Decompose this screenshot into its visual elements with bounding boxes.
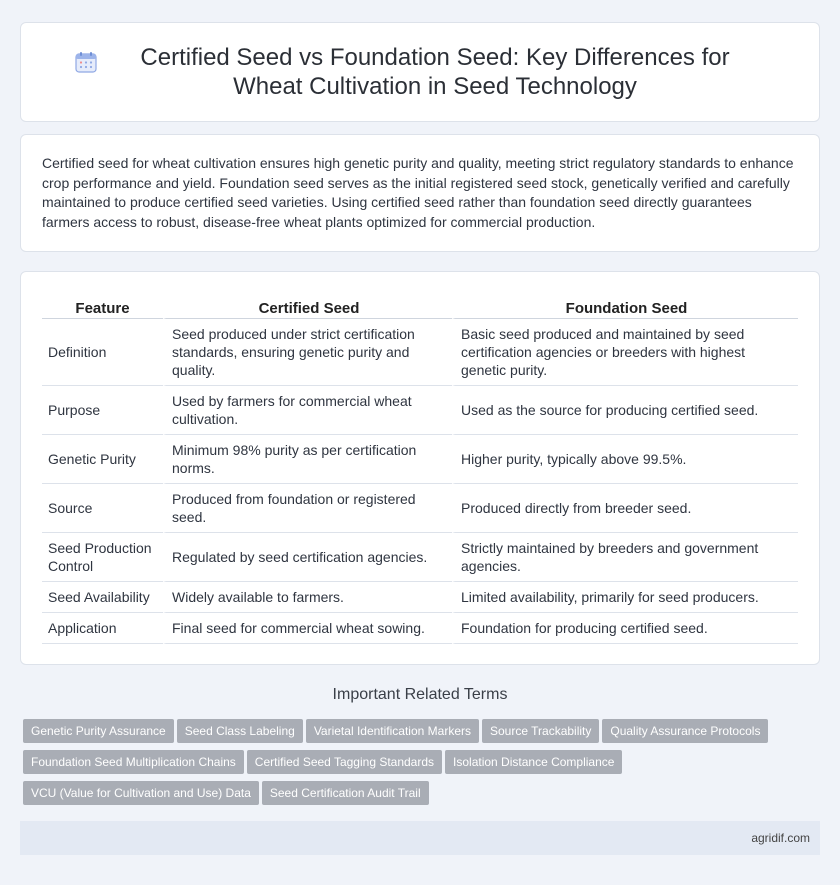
header-feature: Feature xyxy=(42,296,163,319)
row-foundation: Used as the source for producing certified seed. xyxy=(452,386,798,435)
footer-site-link[interactable]: agridif.com xyxy=(751,831,810,845)
row-certified: Widely available to farmers. xyxy=(163,582,452,613)
table-header-row xyxy=(42,296,798,319)
row-certified: Final seed for commercial wheat sowing. xyxy=(163,613,452,644)
table-row xyxy=(42,435,798,484)
comparison-card xyxy=(20,271,820,665)
row-feature: Genetic Purity xyxy=(42,435,163,484)
title-wrap xyxy=(21,43,819,101)
row-certified: Regulated by seed certification agencies. xyxy=(163,533,452,582)
summary-card xyxy=(20,134,820,252)
row-certified: Minimum 98% purity as per certification norms. xyxy=(163,435,452,484)
related-term-tag[interactable]: Quality Assurance Protocols xyxy=(602,719,768,743)
row-foundation: Produced directly from breeder seed. xyxy=(452,484,798,533)
related-term-tag[interactable]: Seed Class Labeling xyxy=(177,719,303,743)
row-foundation: Basic seed produced and maintained by seed certification agencies or breeders with highest genetic purity. xyxy=(452,319,798,386)
related-term-tag[interactable]: Certified Seed Tagging Standards xyxy=(247,750,442,774)
summary-paragraph: Certified seed for wheat cultivation ensures high genetic purity and quality, meeting strict regulatory standards to enhance crop performance and yield. Foundation seed serves as the initial registered seed stock, genetically verified and carefully maintained to produce certified seed varieties. Using certified seed rather than foundation seed directly guarantees farmers access to robust, disease-free wheat plants optimized for commercial production. xyxy=(42,155,794,230)
related-term-tag[interactable]: VCU (Value for Cultivation and Use) Data xyxy=(23,781,259,805)
row-certified: Seed produced under strict certification standards, ensuring genetic purity and quality. xyxy=(163,319,452,386)
row-foundation: Higher purity, typically above 99.5%. xyxy=(452,435,798,484)
footer-bar xyxy=(20,821,820,855)
related-term-tag[interactable]: Seed Certification Audit Trail xyxy=(262,781,429,805)
table-row xyxy=(42,613,798,644)
related-term-tag[interactable]: Varietal Identification Markers xyxy=(306,719,479,743)
row-feature: Definition xyxy=(42,319,163,386)
row-foundation: Limited availability, primarily for seed producers. xyxy=(452,582,798,613)
header-foundation-seed: Foundation Seed xyxy=(452,296,798,319)
row-feature: Purpose xyxy=(42,386,163,435)
related-term-tag[interactable]: Genetic Purity Assurance xyxy=(23,719,174,743)
header-card xyxy=(20,22,820,122)
related-term-tag[interactable]: Foundation Seed Multiplication Chains xyxy=(23,750,244,774)
table-row xyxy=(42,319,798,386)
related-term-tag[interactable]: Source Trackability xyxy=(482,719,599,743)
header-certified-seed: Certified Seed xyxy=(163,296,452,319)
table-row xyxy=(42,484,798,533)
row-feature: Seed Availability xyxy=(42,582,163,613)
calendar-icon xyxy=(75,51,97,73)
row-feature: Source xyxy=(42,484,163,533)
table-row xyxy=(42,386,798,435)
row-foundation: Strictly maintained by breeders and government agencies. xyxy=(452,533,798,582)
row-certified: Used by farmers for commercial wheat cultivation. xyxy=(163,386,452,435)
page-title: Certified Seed vs Foundation Seed: Key Differences for Wheat Cultivation in Seed Technology xyxy=(140,44,730,100)
row-feature: Application xyxy=(42,613,163,644)
table-row xyxy=(42,582,798,613)
row-feature: Seed Production Control xyxy=(42,533,163,582)
row-certified: Produced from foundation or registered seed. xyxy=(163,484,452,533)
row-foundation: Foundation for producing certified seed. xyxy=(452,613,798,644)
related-terms-heading: Important Related Terms xyxy=(332,686,508,703)
related-terms-list xyxy=(23,719,803,812)
related-term-tag[interactable]: Isolation Distance Compliance xyxy=(445,750,622,774)
comparison-table xyxy=(42,296,798,644)
table-row xyxy=(42,533,798,582)
